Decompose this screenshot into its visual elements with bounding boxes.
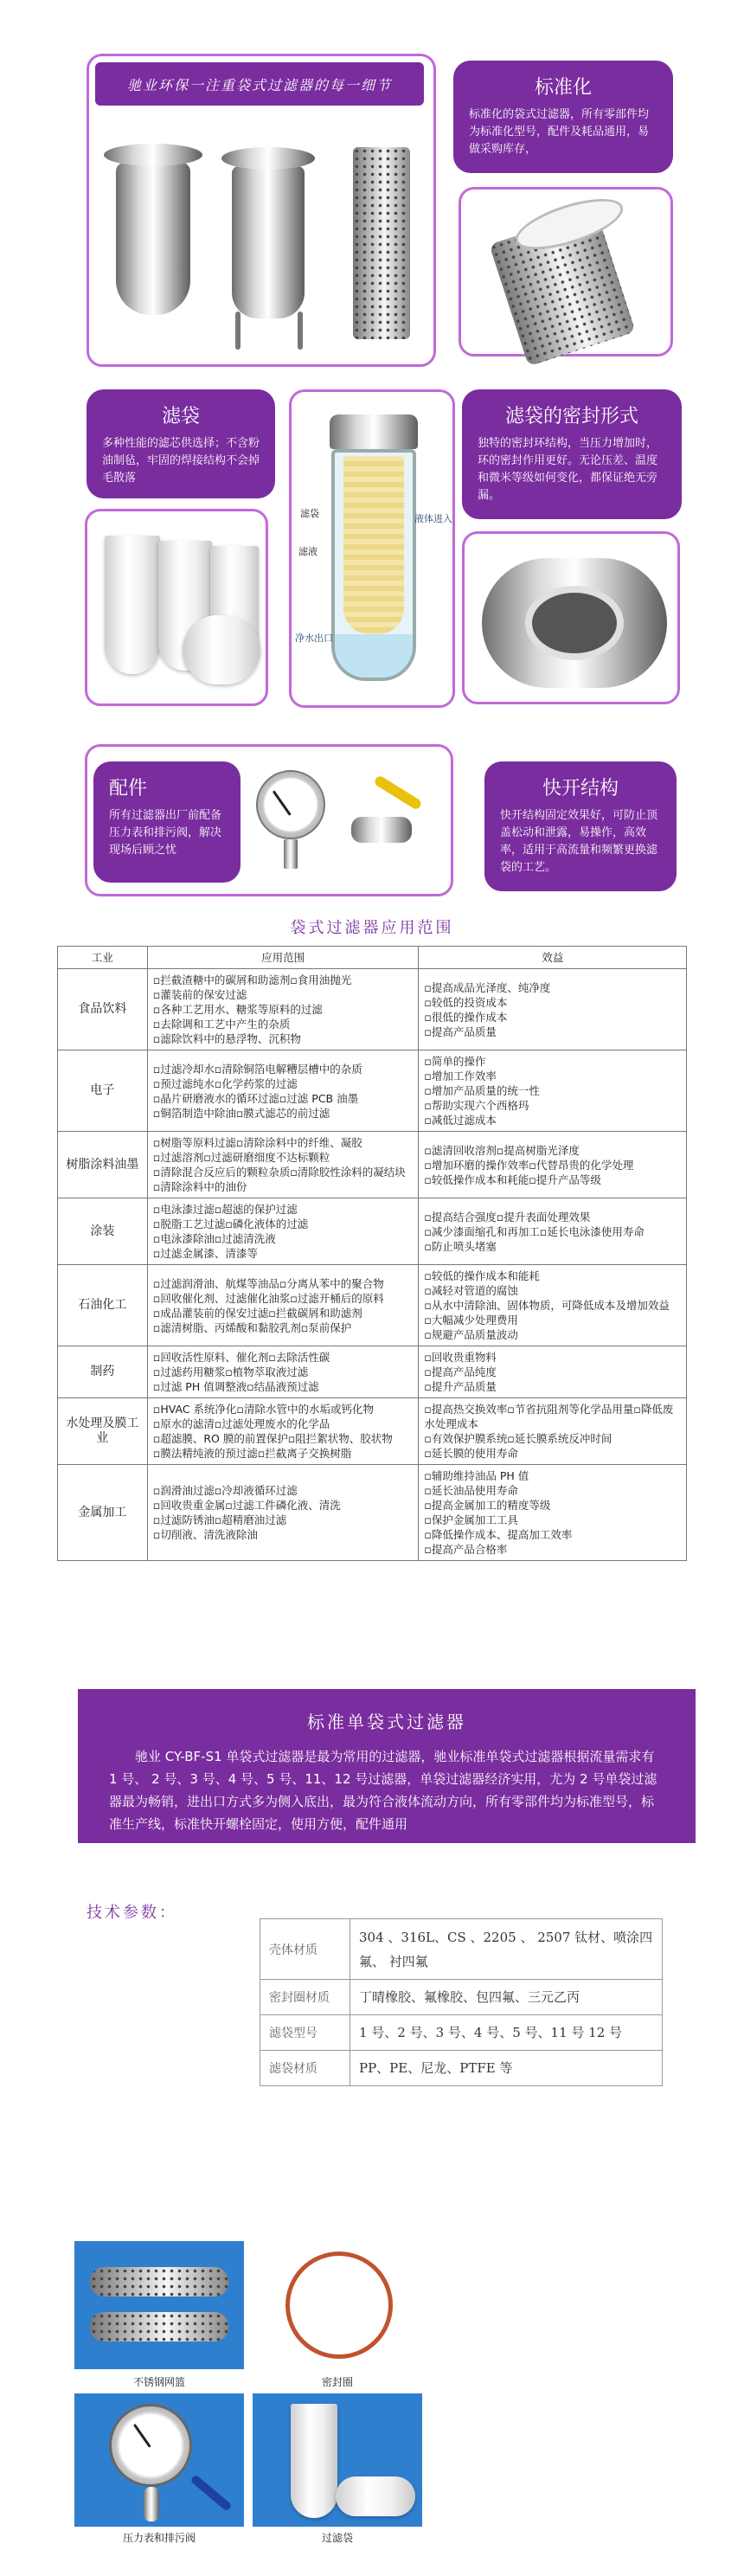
application-benefit-line: ▫降低操作成本、提高加工效率 — [424, 1528, 573, 1541]
standard-filter-banner — [78, 1689, 696, 1843]
application-range-line: ▫过滤冷却水▫清除铜箔电解糟层槽中的杂质 — [152, 1062, 362, 1076]
application-benefit — [419, 969, 687, 1050]
caption-mesh-basket: 不锈钢网篮 — [132, 2376, 185, 2388]
application-row — [58, 1398, 687, 1465]
application-benefit-line: ▫提高金属加工的精度等级 — [424, 1499, 551, 1512]
application-benefit-line: ▫延长膜的使用寿命 — [424, 1447, 518, 1460]
application-benefit-line: ▫有效保护膜系统▫延长膜系统反冲时间 — [424, 1432, 613, 1445]
application-industry: 电子 — [58, 1050, 148, 1132]
application-benefit-line: ▫提高产品质量 — [424, 1025, 497, 1038]
cutaway-bag — [343, 456, 404, 634]
application-range-line: ▫过滤 PH 值调整液▫结晶液预过滤 — [152, 1380, 319, 1393]
application-range — [147, 1346, 419, 1398]
application-benefit-line: ▫减少漆面缩孔和再加工▫延长电泳漆使用寿命 — [424, 1224, 645, 1238]
feature-quick-text: 快开结构固定效果好，可防止顶盖松动和泄露，易操作，高效率，适用于高流量和频繁更换滤袋的工艺。 — [500, 809, 658, 874]
application-benefit — [419, 1265, 687, 1346]
application-range-line: ▫HVAC 系统净化▫清除水管中的水垢或钙化物 — [152, 1403, 374, 1416]
tech-row — [260, 1919, 663, 1980]
tech-key: 滤袋材质 — [260, 2051, 350, 2086]
photo-bag-lying — [336, 2476, 415, 2516]
tech-row — [260, 2015, 663, 2051]
feature-accessory-text: 所有过滤器出厂前配备压力表和排污阀，解决现场后顾之忧 — [109, 809, 222, 857]
application-range-line: ▫滤清树脂、丙烯酸和黏胶乳剂▫泵前保护 — [152, 1320, 352, 1334]
gauge-stem — [284, 839, 298, 869]
feature-seal-text: 独特的密封环结构，当压力增加时，环的密封作用更好。无论压差、温度和微米等级如何变化，都保证绝无旁漏。 — [478, 437, 658, 502]
application-benefit-line: ▫较低的投资成本 — [424, 995, 508, 1009]
application-range-line: ▫清除混合反应后的颗粒杂质▫清除胶性涂料的凝结块 — [152, 1166, 406, 1179]
application-benefit-line: ▫提升产品质量 — [424, 1380, 497, 1393]
application-benefit — [419, 1198, 687, 1265]
photo-gauge-stem — [144, 2487, 159, 2521]
application-benefit-line: ▫较低的操作成本和能耗 — [424, 1269, 540, 1282]
application-range-line: ▫晶片研磨液水的循环过滤▫过滤 PCB 油墨 — [152, 1091, 359, 1105]
application-range-line: ▫电泳漆除油▫过滤清洗液 — [152, 1232, 276, 1245]
tech-value: 丁晴橡胶、氟橡胶、包四氟、三元乙丙 — [350, 1980, 663, 2015]
application-range — [147, 1465, 419, 1561]
application-benefit-line: ▫提高热交换效率▫节省抗阻剂等化学品用量▫降低废水处理成本 — [424, 1403, 674, 1430]
tech-title: 技术参数： — [87, 1904, 177, 1922]
housing-leg-2a — [235, 312, 241, 350]
feature-accessory-title: 配件 — [109, 778, 148, 800]
photo-mesh-basket — [74, 2241, 244, 2369]
feature-quick-title: 快开结构 — [542, 778, 619, 800]
feature-accessory — [93, 761, 241, 883]
application-row — [58, 969, 687, 1050]
hero-banner: 驰业环保一注重袋式过滤器的每一细节 — [95, 62, 424, 106]
application-range-line: ▫过滤药用糖浆▫植物萃取液过滤 — [152, 1365, 309, 1378]
application-range-line: ▫原水的滤清▫过滤处理废水的化学品 — [152, 1417, 330, 1430]
application-benefit — [419, 1132, 687, 1198]
feature-seal — [462, 389, 682, 519]
tech-key: 壳体材质 — [260, 1919, 350, 1980]
application-benefit-line: ▫规避产品质量波动 — [424, 1328, 518, 1341]
application-benefit-line: ▫简单的操作 — [424, 1055, 486, 1068]
application-range-line: ▫回收活性原料、催化剂▫去除活性碳 — [152, 1351, 330, 1364]
application-row — [58, 1050, 687, 1132]
application-benefit-line: ▫保护金属加工工具 — [424, 1513, 518, 1526]
application-range-line: ▫拦截渣糖中的碳屑和助滤剂▫食用油抛光 — [152, 973, 352, 986]
cutaway-label-inlet: 液体进入 — [414, 513, 452, 524]
application-benefit-line: ▫回收贵重物料 — [424, 1351, 497, 1364]
application-range — [147, 1198, 419, 1265]
application-benefit-line: ▫增加产品质量的统一性 — [424, 1084, 540, 1097]
application-row — [58, 1265, 687, 1346]
caption-filter-bag: 过滤袋 — [321, 2532, 353, 2544]
application-range-line: ▫膜法精纯液的预过滤▫拦截离子交换树脂 — [152, 1447, 352, 1460]
header-industry: 工业 — [58, 947, 148, 969]
application-range-line: ▫预过滤纯水▫化学药浆的过滤 — [152, 1076, 298, 1090]
tech-value: 304 、316L、CS 、2205 、 2507 钛材、喷涂四氟、 衬四氟 — [350, 1919, 663, 1980]
photo-gauge-valve — [74, 2393, 244, 2527]
cutaway-lid — [330, 414, 418, 449]
housing-lid-1 — [104, 144, 202, 166]
application-row — [58, 1198, 687, 1265]
caption-gauge-valve: 压力表和排污阀 — [122, 2532, 196, 2544]
application-range-line: ▫润滑油过滤▫冷却液循环过滤 — [152, 1484, 298, 1497]
bag-photo-4 — [183, 615, 260, 684]
feature-seal-title: 滤袋的密封形式 — [504, 406, 638, 427]
seal-photo-frame — [462, 531, 680, 704]
standard-filter-title: 标准单袋式过滤器 — [307, 1712, 466, 1732]
application-range-line: ▫各种工艺用水、糖浆等原料的过滤 — [152, 1003, 323, 1016]
housing-body-2 — [232, 166, 305, 318]
housing-leg-2b — [298, 312, 303, 350]
housing-lid-2 — [221, 147, 315, 170]
tech-row — [260, 2051, 663, 2086]
photo-seal-ring — [253, 2241, 422, 2369]
application-range-line: ▫铜箔制造中除油▫膜式滤芯的前过滤 — [152, 1106, 330, 1120]
tech-value: PP、PE、尼龙、PTFE 等 — [350, 2051, 663, 2086]
seal-opening — [525, 586, 624, 660]
application-benefit-line: ▫减低过滤成本 — [424, 1114, 497, 1127]
application-benefit-line: ▫较低操作成本和耗能▫提升产品等级 — [424, 1172, 601, 1186]
feature-bag — [87, 389, 275, 498]
application-range — [147, 1050, 419, 1132]
application-range — [147, 1398, 419, 1465]
application-benefit-line: ▫提高成品光泽度、纯净度 — [424, 980, 551, 994]
application-title: 袋式过滤器应用范围 — [290, 919, 454, 937]
header-range: 应用范围 — [147, 947, 419, 969]
cutaway-label-liquid: 滤液 — [298, 546, 317, 557]
seal-ring — [285, 2252, 393, 2359]
mesh-basket-top — [90, 2267, 228, 2297]
application-row — [58, 1346, 687, 1398]
application-range — [147, 1265, 419, 1346]
application-range-line: ▫清除涂料中的油份 — [152, 1180, 247, 1193]
application-range-line: ▫灌装前的保安过滤 — [152, 988, 247, 1001]
application-benefit — [419, 1346, 687, 1398]
photo-bag-standing — [291, 2404, 337, 2518]
application-industry: 水处理及膜工业 — [58, 1398, 148, 1465]
application-benefit-line: ▫增加环磨的操作效率▫代替昂贵的化学处理 — [424, 1158, 634, 1172]
application-industry: 制药 — [58, 1346, 148, 1398]
application-benefit — [419, 1465, 687, 1561]
application-range-line: ▫回收贵重金属▫过滤工件磷化液、清洗 — [152, 1499, 341, 1512]
application-industry: 食品饮料 — [58, 969, 148, 1050]
application-range-line: ▫过滤防锈油▫超精磨油过滤 — [152, 1513, 287, 1526]
application-table-header — [58, 947, 687, 969]
application-range-line: ▫电泳漆过滤▫超滤的保护过滤 — [152, 1203, 298, 1216]
application-benefit-line: ▫增加工作效率 — [424, 1070, 497, 1082]
tech-row — [260, 1980, 663, 2015]
feature-standard-title: 标准化 — [534, 77, 592, 99]
application-range-line: ▫回收催化剂、过滤催化油浆▫过滤开桶后的原料 — [152, 1291, 384, 1305]
cutaway-diagram-frame — [289, 389, 455, 708]
standard-filter-text: 驰业 CY-BF-S1 单袋式过滤器是最为常用的过滤器，驰业标准单袋式过滤器根据流量需求有 1 号、 2 号、3 号、4 号、5 号、11、12 号过滤器，单袋过滤器经济实用，尤为 2 号单袋过滤器最为畅销，进出口方式多为侧入底出，最为符合液体流动方向，所有零部件均为标准型号，标准生产线，标准快开螺栓固定，使用方便，配件通用 — [109, 1749, 657, 1832]
application-industry: 石油化工 — [58, 1265, 148, 1346]
gauge-dial — [256, 770, 325, 839]
photo-valve-handle — [189, 2474, 232, 2512]
tech-key: 滤袋型号 — [260, 2015, 350, 2051]
feature-standard — [453, 61, 673, 173]
application-industry: 涂装 — [58, 1198, 148, 1265]
valve-body — [351, 817, 412, 843]
application-range-line: ▫过滤润滑油、航煤等油品▫分离从苯中的聚合物 — [152, 1276, 384, 1290]
application-benefit — [419, 1398, 687, 1465]
application-range — [147, 969, 419, 1050]
bag-photo-frame — [85, 509, 268, 706]
application-benefit-line: ▫延长油品使用寿命 — [424, 1484, 518, 1497]
application-row — [58, 1465, 687, 1561]
feature-bag-text: 多种性能的滤芯供选择；不含粉油制毡，牢固的焊接结构不会掉毛散落 — [102, 437, 260, 485]
tech-table — [260, 1918, 663, 2086]
header-benefit: 效益 — [419, 947, 687, 969]
application-benefit-line: ▫帮助实现六个西格玛 — [424, 1099, 529, 1112]
photo-filter-bag — [253, 2393, 422, 2527]
feature-standard-text: 标准化的袋式过滤器，所有零部件均为标准化型号，配件及耗品通用，易做采购库存， — [469, 108, 650, 156]
application-industry: 树脂涂料油墨 — [58, 1132, 148, 1198]
application-range-line: ▫超滤膜、RO 膜的前置保护▫阻拦絮状物、胶状物 — [152, 1432, 393, 1445]
caption-seal-ring: 密封圈 — [321, 2376, 353, 2388]
application-range-line: ▫过滤金属漆、清漆等 — [152, 1247, 258, 1260]
application-benefit-line: ▫提高结合强度▫提升表面处理效果 — [424, 1210, 591, 1224]
standard-photo-frame — [459, 187, 673, 357]
application-benefit-line: ▫很低的操作成本 — [424, 1010, 508, 1024]
tech-value: 1 号、2 号、3 号、4 号、5 号、11 号 12 号 — [350, 2015, 663, 2051]
feature-quick — [484, 761, 677, 891]
application-benefit-line: ▫减轻对管道的腐蚀 — [424, 1284, 518, 1297]
application-range-line: ▫滤除饮料中的悬浮物、沉积物 — [152, 1032, 301, 1045]
application-benefit-line: ▫提高产品合格率 — [424, 1543, 508, 1556]
application-range-line: ▫过滤溶剂▫过滤研磨细度不达标颗粒 — [152, 1151, 330, 1164]
application-range-line: ▫去除调和工艺中产生的杂质 — [152, 1018, 291, 1031]
application-benefit — [419, 1050, 687, 1132]
application-benefit-line: ▫从水中清除油、固体物质，可降低成本及增加效益 — [424, 1299, 670, 1312]
application-benefit-line: ▫滤清回收溶剂▫提高树脂光泽度 — [424, 1143, 580, 1157]
bag-photo-1 — [105, 536, 160, 674]
mesh-basket — [353, 147, 410, 339]
cutaway-label-outlet: 净水出口 — [295, 633, 333, 644]
application-benefit-line: ▫辅助维持油品 PH 值 — [424, 1469, 529, 1482]
application-range-line: ▫树脂等原料过滤▫清除涂料中的纤维、凝胶 — [152, 1136, 362, 1149]
application-industry: 金属加工 — [58, 1465, 148, 1561]
application-range — [147, 1132, 419, 1198]
mesh-basket-bottom — [90, 2312, 228, 2342]
application-row — [58, 1132, 687, 1198]
cutaway-label-bag: 滤袋 — [300, 508, 319, 519]
application-table — [57, 946, 687, 1561]
tech-key: 密封圈材质 — [260, 1980, 350, 2015]
application-benefit-line: ▫防止喷头堵塞 — [424, 1239, 497, 1253]
application-benefit-line: ▫大幅减少处理费用 — [424, 1314, 518, 1327]
application-range-line: ▫切削液、清洗液除油 — [152, 1528, 258, 1541]
application-benefit-line: ▫提高产品纯度 — [424, 1365, 497, 1378]
housing-body-1 — [116, 163, 190, 315]
application-range-line: ▫脱脂工艺过滤▫磷化液体的过滤 — [152, 1217, 309, 1230]
application-range-line: ▫成品灌装前的保安过滤▫拦截碳屑和助滤剂 — [152, 1306, 362, 1320]
feature-bag-title: 滤袋 — [161, 406, 200, 427]
